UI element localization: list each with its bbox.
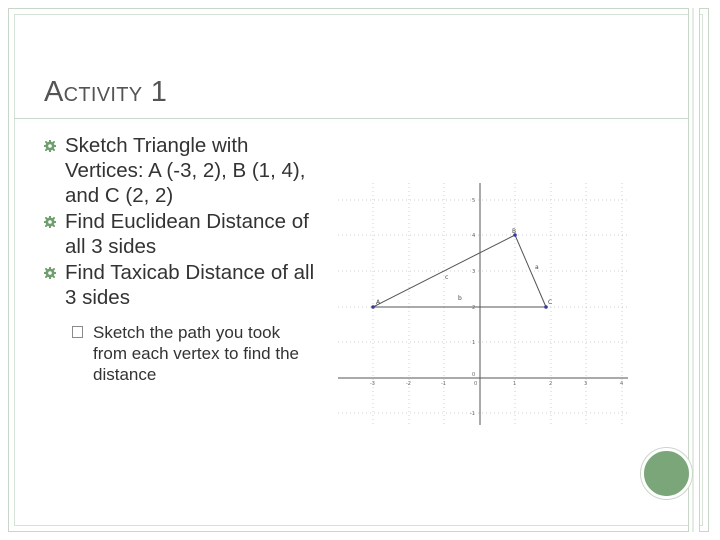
x-tick-label: 1 <box>513 381 517 387</box>
y-tick-label: -1 <box>470 411 475 417</box>
y-tick-label: 3 <box>472 269 476 275</box>
triangle-side-a <box>515 235 546 307</box>
bullet-text: Sketch Triangle with Vertices: A (-3, 2), B (1, 4), and C (2, 2) <box>65 134 306 207</box>
side-label-a: a <box>535 264 539 271</box>
x-tick-label: 4 <box>620 381 624 387</box>
x-tick-label: 3 <box>584 381 588 387</box>
vertex-a-point <box>371 305 375 309</box>
y-tick-label: 0 <box>472 372 476 378</box>
bullet-icon <box>44 140 56 152</box>
x-tick-label: -1 <box>441 381 446 387</box>
slide-title: Activity 1 <box>44 76 168 108</box>
bullet-icon <box>44 216 56 228</box>
vertex-label-a: A <box>376 299 381 306</box>
x-tick-label: -2 <box>406 381 411 387</box>
x-tick-label: -3 <box>370 381 375 387</box>
x-tick-label: 0 <box>474 381 478 387</box>
bullet-icon <box>44 267 56 279</box>
y-tick-label: 1 <box>472 340 476 346</box>
sub-bullet-text: Sketch the path you took from each vertex to find the distance <box>93 323 299 384</box>
vertex-label-c: C <box>548 299 553 306</box>
slide-right-bar-line <box>692 8 694 532</box>
bullet-item <box>44 133 324 208</box>
y-tick-label: 2 <box>472 305 476 311</box>
y-tick-label: 5 <box>472 198 476 204</box>
slide-right-bar <box>688 8 700 532</box>
side-label-b: b <box>458 295 462 302</box>
decorative-circle <box>641 448 692 499</box>
bullet-list <box>44 133 324 385</box>
checkbox-icon <box>72 326 83 338</box>
bullet-item <box>44 209 324 259</box>
vertex-label-b: B <box>512 228 517 235</box>
bullet-text: Find Taxicab Distance of all 3 sides <box>65 261 315 309</box>
title-divider <box>14 118 689 119</box>
bullet-item <box>44 260 324 310</box>
bullet-text: Find Euclidean Distance of all 3 sides <box>65 210 309 258</box>
sub-bullet-item <box>72 322 318 385</box>
side-label-c: c <box>445 274 449 281</box>
coordinate-graph <box>338 183 628 425</box>
x-tick-label: 2 <box>549 381 553 387</box>
y-tick-label: 4 <box>472 233 476 239</box>
